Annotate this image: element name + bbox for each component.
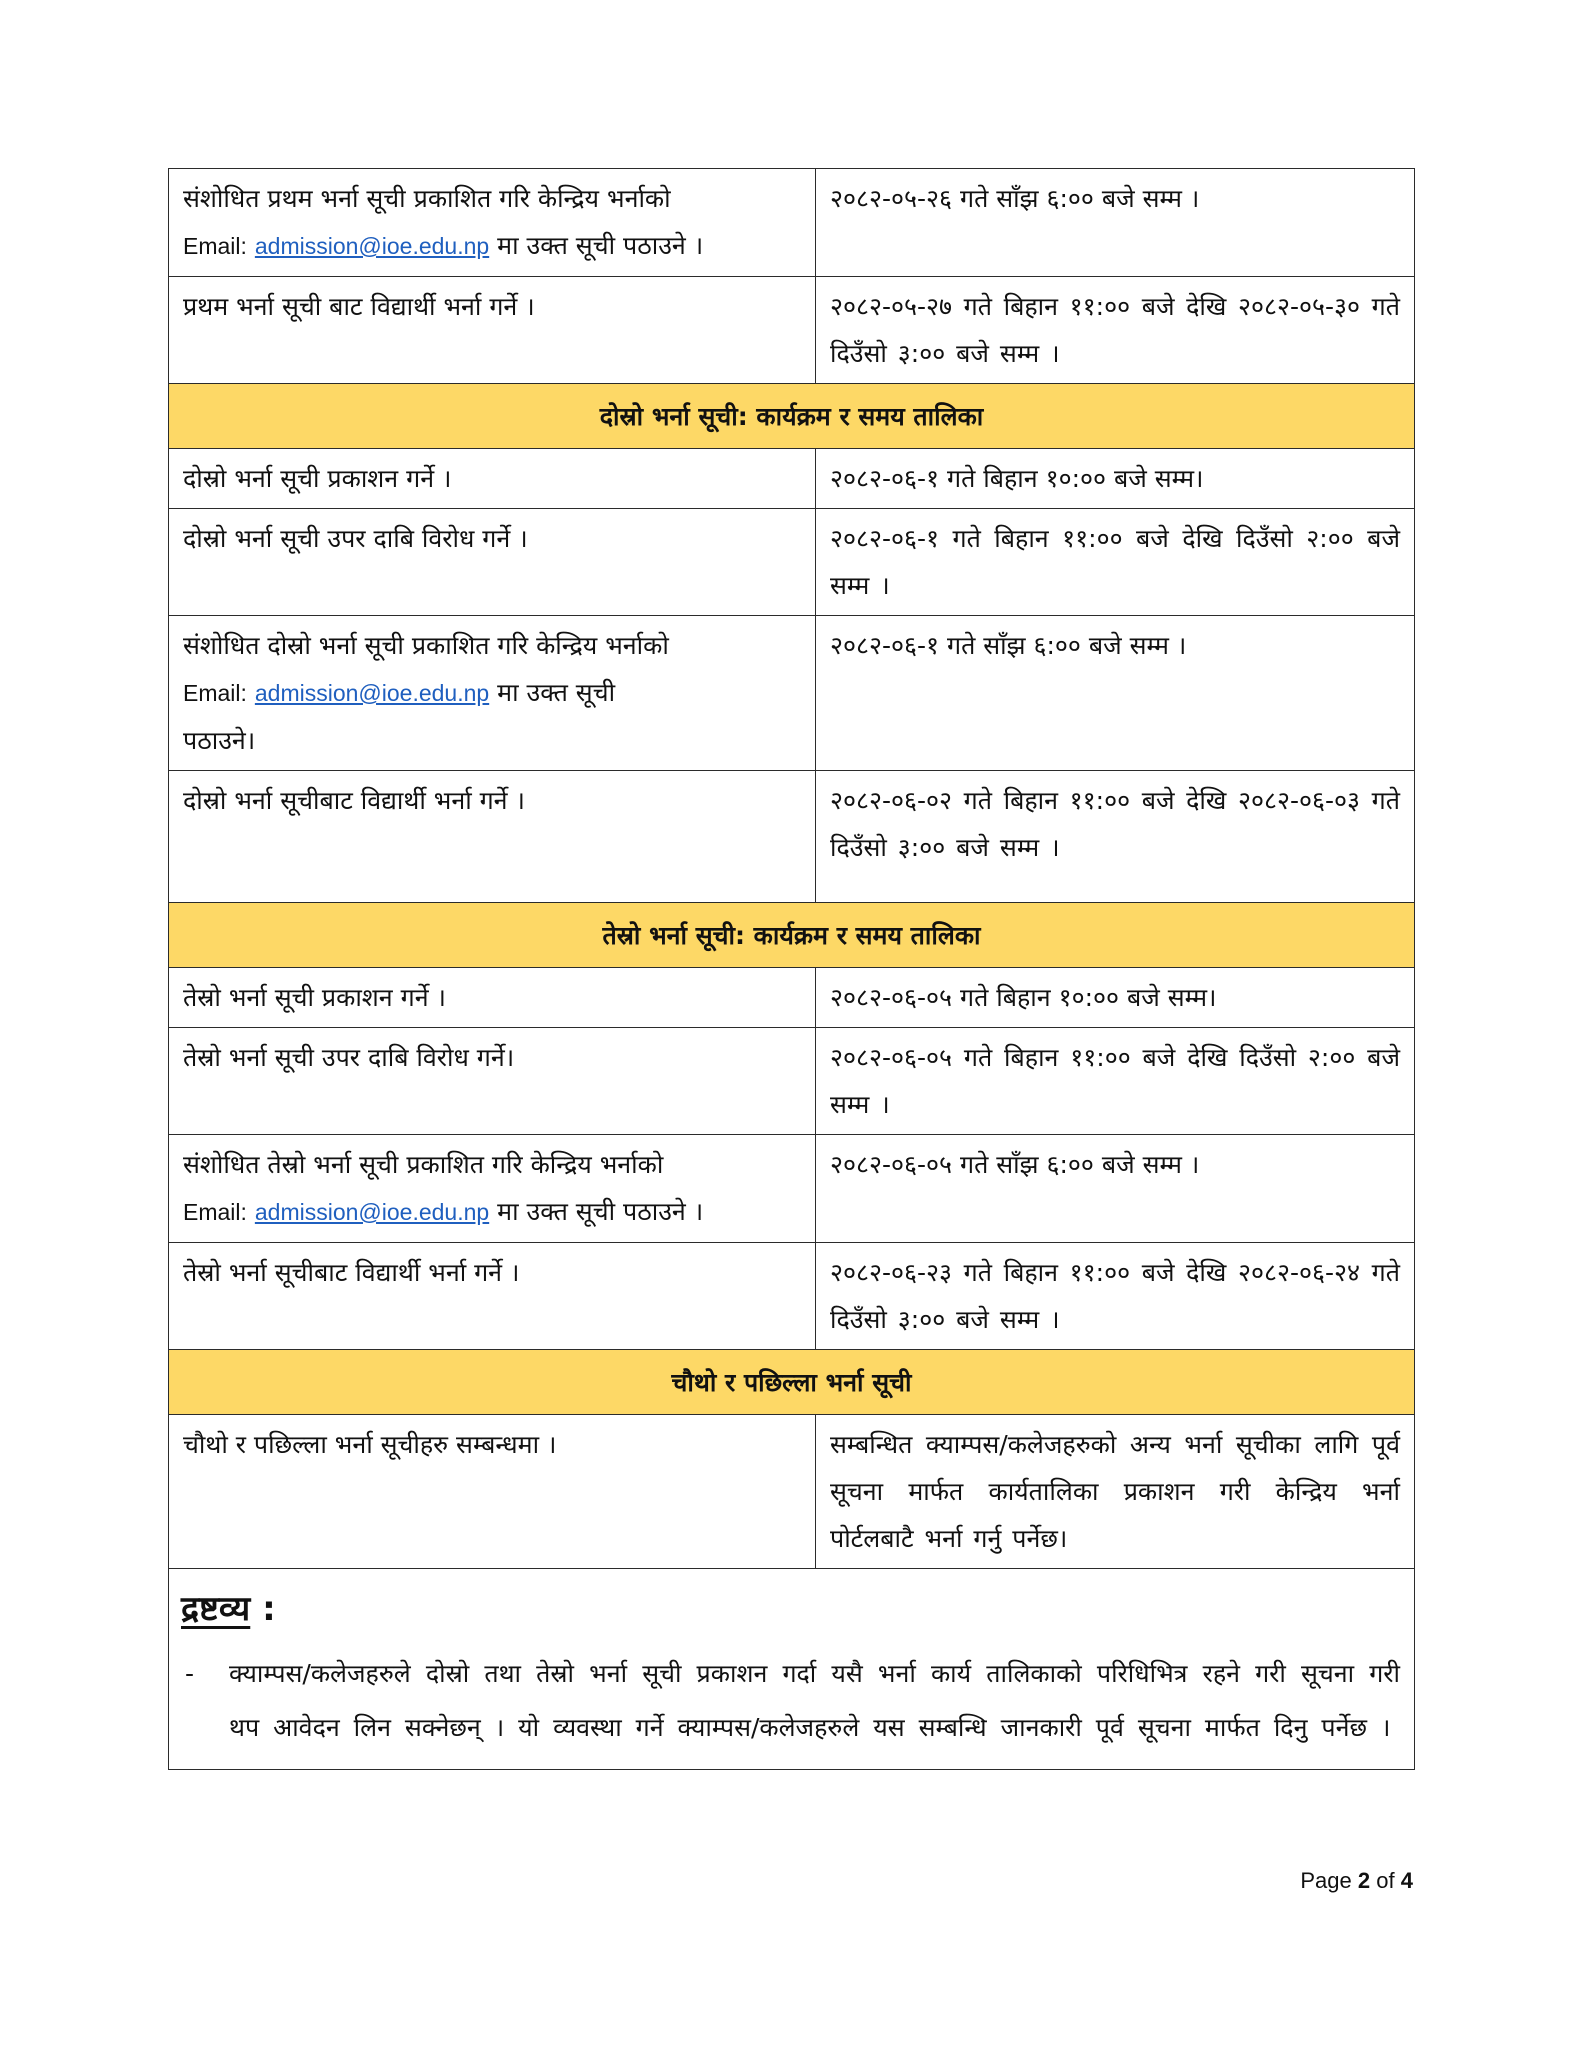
schedule-text: २०८२-०६-०५ गते साँझ ६:०० बजे सम्म । [830,1150,1200,1179]
table-row [169,509,1415,616]
schedule-cell [816,509,1415,616]
section-header-row [169,384,1415,449]
email-line [183,669,801,717]
note-title [181,1581,1400,1637]
schedule-cell [816,277,1415,384]
schedule-cell [816,169,1415,277]
activity-text: संशोधित तेस्रो भर्ना सूची प्रकाशित गरि केन्द्रिय भर्नाको [183,1150,664,1179]
activity-text: दोस्रो भर्ना सूची प्रकाशन गर्ने । [183,464,452,493]
table-row [169,277,1415,384]
activity-text: तेस्रो भर्ना सूची उपर दाबि विरोध गर्ने। [183,1043,515,1072]
email-label: Email: [183,1199,247,1225]
table-row [169,968,1415,1028]
page-number-footer [1300,1868,1413,1894]
activity-cell [169,277,816,384]
activity-cell [169,449,816,509]
note-title-text: द्रष्टव्य [181,1589,251,1629]
activity-cell [169,169,816,277]
table-row [169,1028,1415,1135]
schedule-text: २०८२-०६-०२ गते बिहान ११:०० बजे देखि २०८२-०६-०३ गते दिउँसो ३:०० बजे सम्म । [830,786,1400,862]
activity-text: संशोधित प्रथम भर्ना सूची प्रकाशित गरि केन्द्रिय भर्नाको [183,184,671,213]
table-row [169,169,1415,277]
activity-text: प्रथम भर्ना सूची बाट विद्यार्थी भर्ना गर्ने । [183,292,535,321]
activity-text: दोस्रो भर्ना सूची उपर दाबि विरोध गर्ने । [183,524,528,553]
email-label: Email: [183,233,247,259]
email-link[interactable]: admission@ioe.edu.np [254,680,490,706]
schedule-text: २०८२-०६-१ गते बिहान १०:०० बजे सम्म। [830,464,1204,493]
schedule-cell [816,1028,1415,1135]
section-header-row [169,1350,1415,1415]
current-page: 2 [1357,1868,1371,1893]
activity-text-after-email: मा उक्त सूची पठाउने । [497,1197,704,1226]
schedule-cell [816,449,1415,509]
activity-text: चौथो र पछिल्ला भर्ना सूचीहरु सम्बन्धमा । [183,1430,557,1459]
note-row [169,1569,1415,1770]
schedule-text: २०८२-०६-१ गते बिहान ११:०० बजे देखि दिउँसो २:०० बजे सम्म । [830,524,1400,600]
activity-cell [169,1028,816,1135]
activity-text: तेस्रो भर्ना सूची प्रकाशन गर्ने । [183,983,446,1012]
activity-cell [169,771,816,903]
activity-text-after-email: मा उक्त सूची पठाउने । [497,231,704,260]
schedule-cell [816,1415,1415,1569]
schedule-text: २०८२-०६-०५ गते बिहान ११:०० बजे देखि दिउँसो २:०० बजे सम्म । [830,1043,1400,1119]
schedule-text: २०८२-०६-२३ गते बिहान ११:०० बजे देखि २०८२-०६-२४ गते दिउँसो ३:०० बजे सम्म । [830,1258,1400,1334]
table-row [169,616,1415,771]
activity-text: दोस्रो भर्ना सूचीबाट विद्यार्थी भर्ना गर्ने । [183,786,525,815]
schedule-text: सम्बन्धित क्याम्पस/कलेजहरुको अन्य भर्ना सूचीका लागि पूर्व सूचना मार्फत कार्यतालिका प्रकाशन गरी केन्द्रिय भर्ना पोर्टलबाटै भर्ना गर्नु पर्नेछ। [830,1430,1400,1553]
activity-text: तेस्रो भर्ना सूचीबाट विद्यार्थी भर्ना गर्ने । [183,1258,520,1287]
activity-text: संशोधित दोस्रो भर्ना सूची प्रकाशित गरि केन्द्रिय भर्नाको [183,631,669,660]
table-row [169,1415,1415,1569]
email-link[interactable]: admission@ioe.edu.np [254,1199,490,1225]
activity-cell [169,1415,816,1569]
schedule-cell [816,1135,1415,1243]
schedule-cell [816,771,1415,903]
table-row [169,771,1415,903]
schedule-text: २०८२-०६-०५ गते बिहान १०:०० बजे सम्म। [830,983,1217,1012]
schedule-cell [816,616,1415,771]
activity-cell [169,968,816,1028]
total-pages: 4 [1400,1868,1413,1893]
email-line [183,222,801,270]
admission-schedule-table [168,168,1415,1770]
note-cell [169,1569,1415,1770]
activity-text-after-email: मा उक्त सूची [497,678,616,707]
activity-cell [169,509,816,616]
note-text: क्याम्पस/कलेजहरुले दोस्रो तथा तेस्रो भर्ना सूची प्रकाशन गर्दा यसै भर्ना कार्य तालिकाको परिधिभित्र रहने गरी सूचना गरी थप आवेदन लिन सक्नेछन् । यो व्यवस्था गर्ने क्याम्पस/कलेजहरुले यस सम्बन्धि जानकारी पूर्व सूचना मार्फत दिनु पर्नेछ । [229,1659,1400,1742]
activity-cell [169,616,816,771]
note-list-item [181,1647,1400,1755]
section-title-fourth: चौथो र पछिल्ला भर्ना सूची [169,1350,1415,1415]
email-line [183,1188,801,1236]
schedule-cell [816,968,1415,1028]
note-title-colon: : [250,1589,276,1629]
table-row [169,1243,1415,1350]
email-link[interactable]: admission@ioe.edu.np [254,233,490,259]
page-of-label: of [1376,1868,1395,1893]
section-title-third: तेस्रो भर्ना सूची: कार्यक्रम र समय तालिका [169,903,1415,968]
bullet-dash-icon: - [185,1659,195,1688]
schedule-text: २०८२-०६-१ गते साँझ ६:०० बजे सम्म । [830,631,1187,660]
activity-cell [169,1135,816,1243]
table-row [169,449,1415,509]
schedule-text: २०८२-०५-२६ गते साँझ ६:०० बजे सम्म । [830,184,1200,213]
table-row [169,1135,1415,1243]
section-title-second: दोस्रो भर्ना सूची: कार्यक्रम र समय तालिका [169,384,1415,449]
schedule-text: २०८२-०५-२७ गते बिहान ११:०० बजे देखि २०८२-०५-३० गते दिउँसो ३:०० बजे सम्म । [830,292,1400,368]
email-label: Email: [183,680,247,706]
schedule-cell [816,1243,1415,1350]
activity-cell [169,1243,816,1350]
page-label: Page [1300,1868,1352,1893]
activity-text-line3: पठाउने। [183,726,256,755]
section-header-row [169,903,1415,968]
